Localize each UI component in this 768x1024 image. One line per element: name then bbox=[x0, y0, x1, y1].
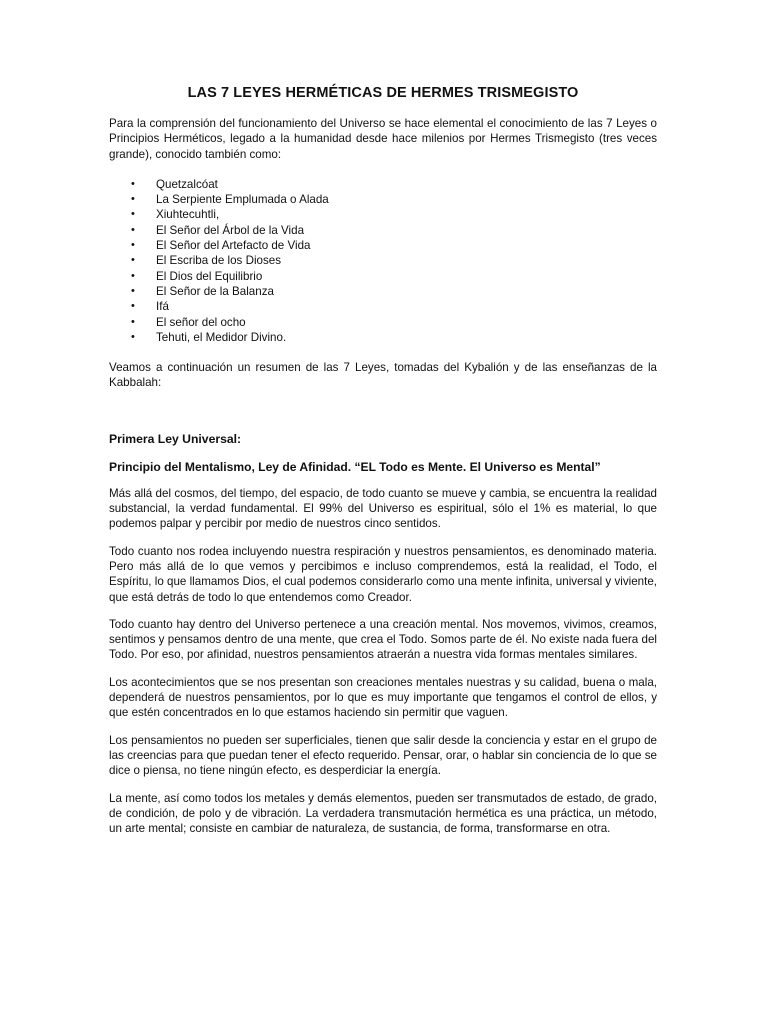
bullet-icon: • bbox=[131, 208, 135, 221]
bullet-icon: • bbox=[131, 300, 135, 313]
list-item bbox=[109, 299, 657, 314]
list-item bbox=[109, 253, 657, 268]
list-item-text: El Señor del Artefacto de Vida bbox=[156, 239, 311, 253]
document-page bbox=[109, 76, 657, 848]
list-item-text: El Señor del Árbol de la Vida bbox=[156, 223, 305, 237]
list-item-text: La Serpiente Emplumada o Alada bbox=[156, 193, 329, 207]
names-list bbox=[109, 177, 657, 345]
section-heading: Primera Ley Universal: bbox=[109, 431, 242, 446]
list-item bbox=[109, 177, 657, 192]
bullet-icon: • bbox=[131, 239, 135, 252]
bullet-icon: • bbox=[131, 193, 135, 206]
principle-heading: Principio del Mentalismo, Ley de Afinidad. “EL Todo es Mente. El Universo es Mental” bbox=[109, 459, 601, 474]
list-item bbox=[109, 238, 657, 253]
body-paragraph-4: Los acontecimientos que se nos presentan son creaciones mentales nuestras y su calidad, buena o mala, dependerá de nuestros pensamientos, por lo que es muy importante que tengamos el control de ellos, y que estén concentrados en lo que estamos haciendo sin permitir que vaguen. bbox=[109, 675, 657, 720]
list-item-text: El Señor de la Balanza bbox=[156, 284, 274, 298]
body-paragraph-5: Los pensamientos no pueden ser superficiales, tienen que salir desde la conciencia y estar en el grupo de las creencias para que puedan tener el efecto requerido. Pensar, orar, o hablar sin conciencia de lo que se dice o piensa, no tiene ningún efecto, es desperdiciar la energía. bbox=[109, 733, 657, 778]
document-title: LAS 7 LEYES HERMÉTICAS DE HERMES TRISMEGISTO bbox=[187, 85, 579, 101]
bullet-icon: • bbox=[131, 330, 135, 343]
list-item bbox=[109, 315, 657, 330]
list-item bbox=[109, 284, 657, 299]
summary-intro-paragraph: Veamos a continuación un resumen de las 7 Leyes, tomadas del Kybalión y de las enseñanzas de la Kabbalah: bbox=[109, 361, 657, 390]
bullet-icon: • bbox=[131, 223, 135, 236]
list-item-text: Tehuti, el Medidor Divino. bbox=[156, 330, 287, 344]
list-item-text: El Escriba de los Dioses bbox=[156, 254, 282, 268]
bullet-icon: • bbox=[131, 269, 135, 282]
body-paragraph-3: Todo cuanto hay dentro del Universo pertenece a una creación mental. Nos movemos, vivimos, creamos, sentimos y pensamos dentro de una mente, que crea el Todo. Somos parte de él. No existe nada fuera del Todo. Por eso, por afinidad, nuestros pensamientos atraerán a nuestra vida formas mentales similares. bbox=[109, 617, 657, 662]
list-item bbox=[109, 269, 657, 284]
bullet-icon: • bbox=[131, 254, 135, 267]
intro-paragraph: Para la comprensión del funcionamiento del Universo se hace elemental el conocimiento de las 7 Leyes o Principios Herméticos, legado a la humanidad desde hace milenios por Hermes Trismegisto (tres veces grande), conocido también como: bbox=[109, 117, 657, 161]
bullet-icon: • bbox=[131, 315, 135, 328]
list-item-text: Quetzalcóat bbox=[156, 177, 218, 191]
list-item bbox=[109, 207, 657, 222]
body-paragraph-2: Todo cuanto nos rodea incluyendo nuestra respiración y nuestros pensamientos, es denominado materia. Pero más allá de lo que vemos y percibimos e incluso comprendemos, está la realidad, el Todo, el Espíritu, lo que llamamos Dios, el cual podemos considerarlo como una mente infinita, universal y viviente, que está detrás de todo lo que entendemos como Creador. bbox=[109, 544, 657, 604]
list-item-text: El señor del ocho bbox=[156, 315, 246, 329]
bullet-icon: • bbox=[131, 284, 135, 297]
list-item bbox=[109, 192, 657, 207]
list-item-text: Xiuhtecuhtli, bbox=[156, 208, 220, 222]
body-paragraph-1: Más allá del cosmos, del tiempo, del espacio, de todo cuanto se mueve y cambia, se encuentra la realidad substancial, la verdad fundamental. El 99% del Universo es espiritual, sólo el 1% es material, lo que podemos palpar y percibir por medio de nuestros cinco sentidos. bbox=[109, 486, 657, 531]
list-item bbox=[109, 330, 657, 345]
list-item bbox=[109, 223, 657, 238]
list-item-text: Ifá bbox=[156, 300, 169, 314]
body-paragraph-6: La mente, así como todos los metales y demás elementos, pueden ser transmutados de estado, de grado, de condición, de polo y de vibración. La verdadera transmutación hermética es una práctica, un método, un arte mental; consiste en cambiar de naturaleza, de sustancia, de forma, transformarse en otra. bbox=[109, 791, 657, 836]
bullet-icon: • bbox=[131, 177, 135, 190]
list-item-text: El Dios del Equilibrio bbox=[156, 269, 263, 283]
